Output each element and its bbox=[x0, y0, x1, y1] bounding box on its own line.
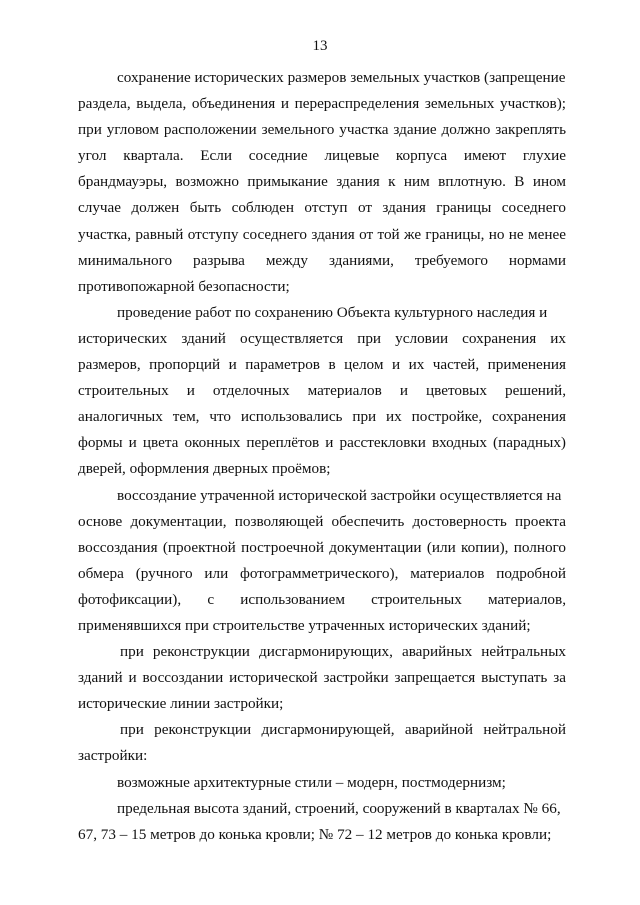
page-number: 13 bbox=[312, 38, 328, 54]
text-line: исторические линии застройки; bbox=[78, 695, 284, 713]
text-line: участка, равный отступу соседнего здания от той же границы, но не менее bbox=[78, 225, 566, 243]
text-line: аналогичных тем, что использовались при их постройке, сохранения bbox=[78, 408, 566, 426]
text-line: возможные архитектурные стили – модерн, постмодернизм; bbox=[117, 773, 506, 791]
text-line: 67, 73 – 15 метров до конька кровли; № 72 – 12 метров до конька кровли; bbox=[78, 825, 552, 843]
text-line: предельная высота зданий, строений, сооружений в кварталах № 66, bbox=[117, 799, 561, 817]
text-line: формы и цвета оконных переплётов и расстекловки входных (парадных) bbox=[78, 434, 566, 452]
text-line: противопожарной безопасности; bbox=[78, 277, 290, 295]
text-line: раздела, выдела, объединения и перераспределения земельных участков); bbox=[78, 95, 566, 113]
text-line: при реконструкции дисгармонирующей, аварийной нейтральной bbox=[120, 721, 566, 739]
text-line: брандмауэры, возможно примыкание здания к ним вплотную. В ином bbox=[78, 173, 566, 191]
text-line: зданий и воссоздании исторической застройки запрещается выступать за bbox=[78, 669, 566, 687]
text-line: угол квартала. Если соседние лицевые корпуса имеют глухие bbox=[78, 147, 566, 165]
text-line: застройки: bbox=[78, 747, 148, 765]
text-line: исторических зданий осуществляется при условии сохранения их bbox=[78, 329, 566, 347]
text-line: проведение работ по сохранению Объекта культурного наследия и bbox=[117, 303, 548, 321]
text-line: воссоздания (проектной построечной документации (или копии), полного bbox=[78, 538, 566, 556]
text-line: сохранение исторических размеров земельных участков (запрещение bbox=[117, 69, 566, 86]
text-line: фотофиксации), с использованием строительных материалов, bbox=[78, 590, 566, 608]
text-line: при реконструкции дисгармонирующих, аварийных нейтральных bbox=[120, 643, 566, 661]
text-line: применявшихся при строительстве утраченных исторических зданий; bbox=[78, 616, 531, 634]
text-line: строительных и отделочных материалов и цветовых решений, bbox=[78, 382, 566, 400]
text-line: минимального разрыва между зданиями, требуемого нормами bbox=[78, 251, 566, 269]
text-line: размеров, пропорций и параметров в целом и их частей, применения bbox=[78, 356, 566, 374]
text-line: при угловом расположении земельного участка здание должно закреплять bbox=[78, 121, 566, 139]
text-line: воссоздание утраченной исторической застройки осуществляется на bbox=[117, 486, 562, 504]
text-line: обмера (ручного или фотограмметрического), материалов подробной bbox=[78, 564, 566, 582]
text-line: дверей, оформления дверных проёмов; bbox=[78, 460, 331, 478]
text-line: основе документации, позволяющей обеспечить достоверность проекта bbox=[78, 512, 566, 530]
text-line: случае должен быть соблюден отступ от здания границы соседнего bbox=[78, 199, 566, 217]
body-text bbox=[78, 65, 566, 848]
